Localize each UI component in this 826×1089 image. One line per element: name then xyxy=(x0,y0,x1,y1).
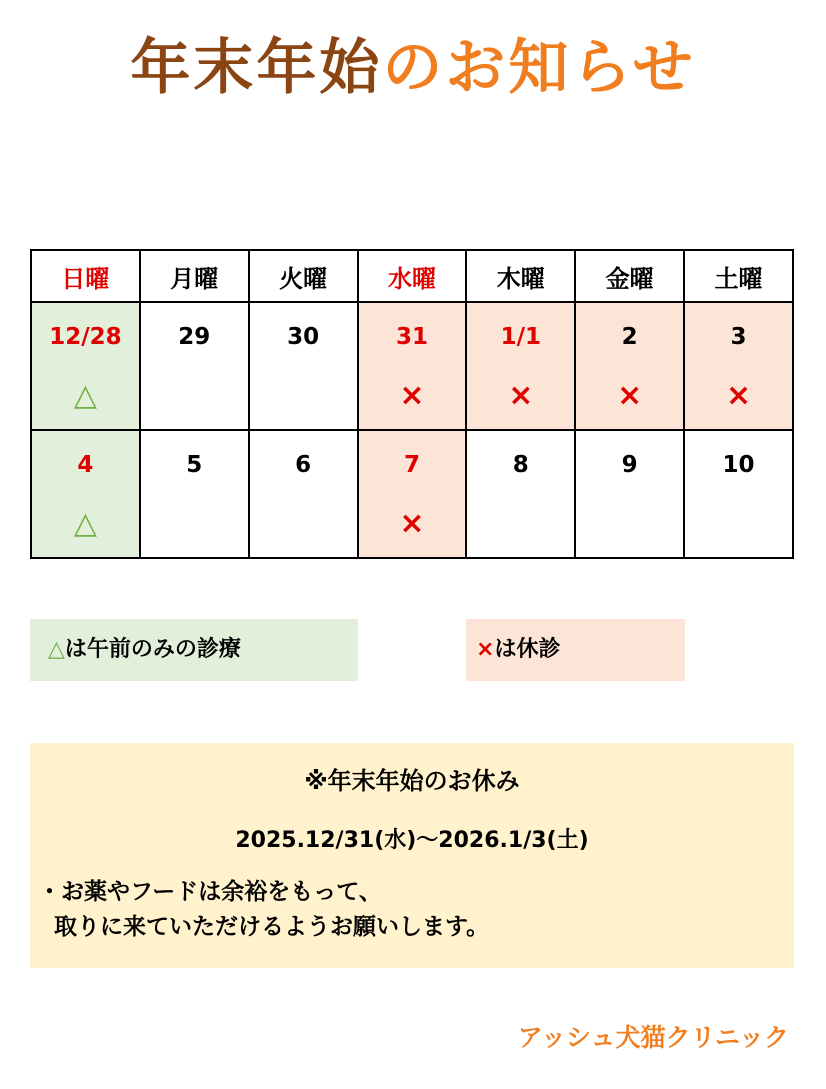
day-cell xyxy=(358,302,467,430)
day-number: 3 xyxy=(730,324,747,350)
weekday-header-row xyxy=(31,250,793,302)
day-number: 1/1 xyxy=(500,324,541,350)
notice-line-1: ・お薬やフードは余裕をもって、 xyxy=(38,879,382,905)
day-number: 8 xyxy=(512,452,529,478)
weekday-wed xyxy=(358,250,467,302)
legend-morning xyxy=(30,619,358,681)
day-cell xyxy=(140,302,249,430)
notice-line-2: 取りに来ていただけるようお願いします。 xyxy=(38,914,490,940)
weekday-sat xyxy=(684,250,793,302)
weekday-label: 土曜 xyxy=(714,264,763,293)
cross-icon: × xyxy=(476,637,495,662)
weekday-thu xyxy=(466,250,575,302)
day-cell xyxy=(575,302,684,430)
weekday-label: 木曜 xyxy=(496,264,545,293)
weekday-label: 水曜 xyxy=(387,264,436,293)
day-cell xyxy=(684,430,793,558)
weekday-tue xyxy=(249,250,358,302)
page-title xyxy=(0,28,826,108)
day-number: 6 xyxy=(295,452,312,478)
cross-icon: × xyxy=(399,506,425,541)
weekday-label: 金曜 xyxy=(605,264,654,293)
cross-icon: × xyxy=(725,378,752,413)
day-number: 2 xyxy=(621,324,638,350)
day-number: 29 xyxy=(178,324,211,350)
holiday-calendar xyxy=(30,249,794,559)
week-row xyxy=(31,430,793,558)
day-cell xyxy=(31,302,140,430)
day-cell xyxy=(358,430,467,558)
day-number: 10 xyxy=(722,452,755,478)
day-cell xyxy=(684,302,793,430)
day-cell xyxy=(466,302,575,430)
clinic-name: アッシュ犬猫クリニック xyxy=(517,1023,789,1052)
legend-morning-text: は午前のみの診療 xyxy=(64,637,241,662)
weekday-fri xyxy=(575,250,684,302)
day-cell xyxy=(249,302,358,430)
cross-icon: × xyxy=(508,378,534,413)
title-part-2: のお知らせ xyxy=(382,33,696,103)
cross-icon: × xyxy=(399,378,425,413)
triangle-icon: △ xyxy=(73,506,97,541)
day-number: 7 xyxy=(403,452,420,478)
day-cell xyxy=(140,430,249,558)
notice-box xyxy=(30,743,794,968)
day-number: 12/28 xyxy=(49,324,122,350)
week-row xyxy=(31,302,793,430)
day-number: 5 xyxy=(186,452,203,478)
notice-heading: ※年末年始のお休み xyxy=(304,767,520,795)
day-cell xyxy=(31,430,140,558)
legend-closed xyxy=(466,619,685,681)
day-cell xyxy=(249,430,358,558)
day-number: 9 xyxy=(621,452,638,478)
day-number: 4 xyxy=(77,452,94,478)
weekday-label: 月曜 xyxy=(170,264,219,293)
weekday-label: 日曜 xyxy=(61,264,110,293)
notice-period: 2025.12/31(水)～2026.1/3(土) xyxy=(235,828,589,853)
day-cell xyxy=(575,430,684,558)
weekday-label: 火曜 xyxy=(279,264,328,293)
cross-icon: × xyxy=(617,378,643,413)
legend-closed-text: は休診 xyxy=(494,637,561,662)
day-cell xyxy=(466,430,575,558)
day-number: 31 xyxy=(395,324,428,350)
title-part-1: 年末年始 xyxy=(130,33,383,103)
weekday-mon xyxy=(140,250,249,302)
weekday-sun xyxy=(31,250,140,302)
triangle-icon: △ xyxy=(48,637,65,662)
triangle-icon: △ xyxy=(73,378,97,413)
day-number: 30 xyxy=(287,324,320,350)
